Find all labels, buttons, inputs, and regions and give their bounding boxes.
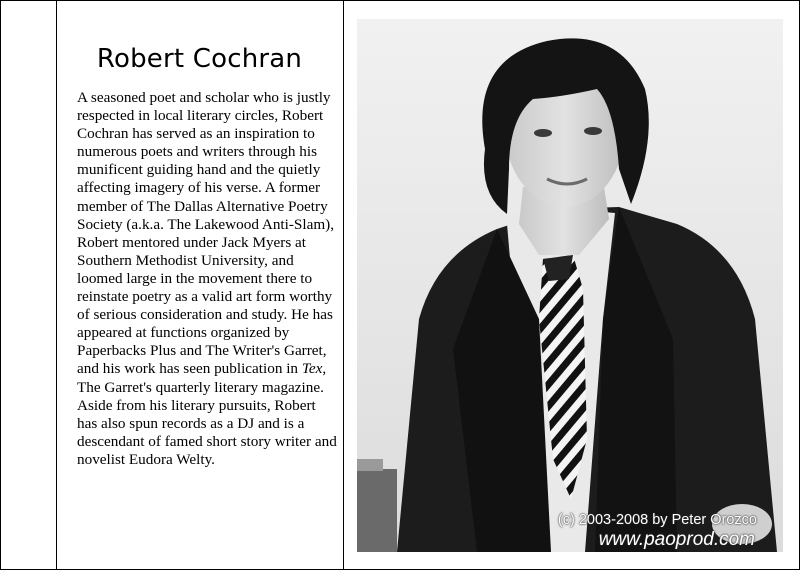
copyright-watermark: (c) 2003-2008 by Peter Orozco [557, 512, 757, 528]
biography-text [77, 89, 339, 469]
margin-rule [56, 0, 57, 570]
page-title: Robert Cochran [96, 44, 303, 74]
portrait-illustration [357, 19, 783, 552]
page-border-left [0, 0, 1, 570]
bio-italic-title: Tex [301, 360, 323, 378]
page-border-top [0, 0, 800, 1]
portrait-photo [357, 19, 783, 552]
bio-part-2: , The Garret's quarterly literary magazine. Aside from his literary pursuits, Robert has also spun records as a DJ and is a descendant of famed short story writer and novelist Eudora Welty. [77, 360, 337, 468]
bio-part-1: A seasoned poet and scholar who is justly respected in local literary circles, Robert Cochran has served as an inspiration to numerous poets and writers through his munificent guiding hand and the quietly affecting imagery of his verse. A former member of The Dallas Alternative Poetry Society (a.k.a. The Lakewood Anti-Slam), Robert mentored under Jack Myers at Southern Methodist University, and loomed large in the movement there to reinstate poetry as a valid art form worthy of serious consideration and study. He has appeared at functions organized by Paperbacks Plus and The Writer's Garret, and his work has seen publication in [77, 89, 335, 378]
website-watermark: www.paoprod.com [598, 529, 755, 550]
column-divider [343, 0, 344, 570]
